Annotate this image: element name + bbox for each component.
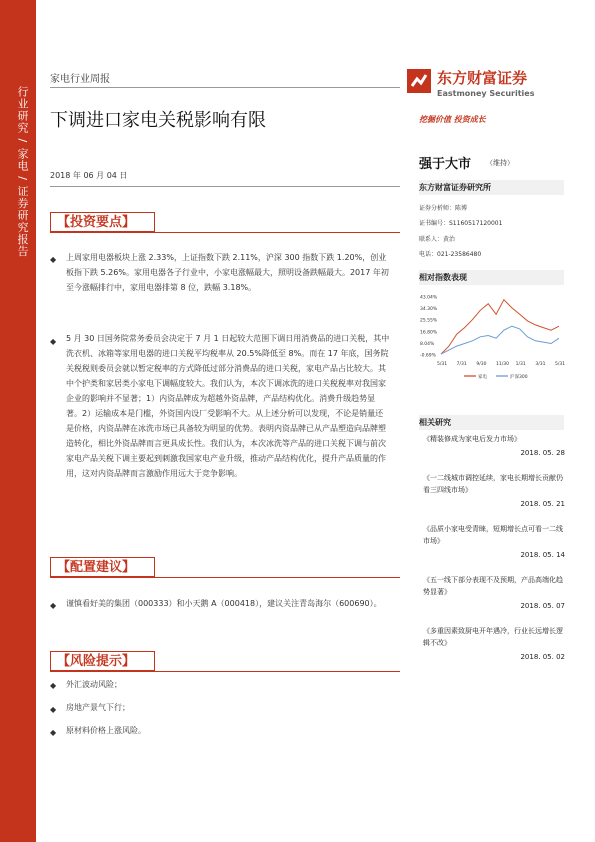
paragraph-weekly: 上周家用电器板块上涨 2.33%，上证指数下跌 2.11%，沪深 300 指数下跌 1.20%，创业板指下跌 5.26%。家用电器各子行业中，小家电涨幅最大，照明设备跌幅最大。2017 年初至今涨幅排行中，家用电器排第 8 位，跌幅 3.18%。 [66,253,389,292]
section-config-line [50,577,400,578]
related-report-date: 2018. 05. 02 [520,653,565,661]
sidebar [0,0,36,842]
related-report-link[interactable]: 《品质小家电受青睐，短期增长点可看一二线市场》 [423,525,563,545]
section-config: 【配置建议】 [50,557,155,577]
risk-item: 外汇波动风险； [66,680,122,689]
contact-label: 联系人：黄治 [419,236,456,243]
rating: 强于大市 [419,157,472,172]
legend-appliance: 家电 [478,375,487,380]
rating-sub: （维持） [486,159,514,167]
related-report-date: 2018. 05. 21 [520,500,565,508]
x-tick-label: 1/31 [515,362,526,367]
risk-item: 房地产景气下行； [66,703,130,712]
x-tick-label: 5/31 [555,362,566,367]
section-investment: 【投资要点】 [50,212,155,232]
logo-english: Eastmoney Securities [437,89,535,98]
y-tick-label: 8.04% [420,341,435,347]
series-line [441,326,559,354]
performance-heading: 相对指数表现 [419,270,564,285]
bullet-icon: ◆ [50,681,57,690]
phone-label: 电话：021-23586480 [419,251,482,258]
related-heading: 相关研究 [419,415,564,430]
logo-mark-icon [405,67,433,95]
legend-hs300: 沪深300 [510,375,528,380]
date-divider [50,186,400,187]
paragraph-tariff: 5 月 30 日国务院常务委员会决定于 7 月 1 日起较大范围下调日用消费品的进口关税，其中洗衣机、冰箱等家用电器的进口关税平均税率从 20.5%降低至 8%。而在 17 年底，国务院关税税则委员会就以暂定税率的方式降低过部分消费品的进口关税，家电产品占比较大。其中个护类和家居类小家电下调幅度较大。我们认为，本次下调冰洗的进口关税税率对我国家企业的影响并不显著；1）内资品牌成为超越外资品牌，产品结构优化。消费升级趋势显著。2）运输成本是门槛，外资国内设厂受影响不大。从上述分析可以发现，不论是销量还是价格，内资品牌在冰洗市场已具备较为明显的优势。表明内资品牌已从产品塑造向品牌塑造转化，相比外资品牌而言更具成长性。我们认为，本次冰洗等产品的进口关税下调与前次家电产品关税下调主要起到刺激我国家电产业升级，推动产品结构优化，提升产品质量的作用，这对内资品牌而言激励作用远大于竞争影响。 [66,334,390,478]
logo-chinese: 东方财富证券 [437,69,528,87]
related-report-link[interactable]: 《五一线下部分表现不及预期，产品高端化趋势显著》 [423,576,563,596]
bullet-icon: ◆ [50,728,57,737]
category-label: 家电行业周报 [50,74,110,85]
header-divider [50,87,400,88]
cert-label: 证书编号：S1160517120001 [419,220,503,227]
section-investment-line [50,232,400,233]
performance-chart [419,293,564,389]
company-logo [405,65,555,110]
bullet-icon: ◆ [50,601,57,610]
x-tick-label: 9/30 [476,362,487,367]
y-tick-label: -0.69% [420,353,436,359]
section-risk-line [50,671,400,672]
paragraph-config: 谨慎看好美的集团（000333）和小天鹅 A（000418），建议关注青岛海尔（600690）。 [66,599,382,608]
y-tick-label: 16.80% [420,330,438,336]
y-tick-label: 43.04% [420,295,438,301]
bullet-icon: ◆ [50,255,57,264]
bullet-icon: ◆ [50,337,57,346]
analyst-label: 证券分析师：陈博 [419,205,468,212]
x-tick-label: 11/30 [496,362,509,367]
related-report-date: 2018. 05. 07 [520,602,565,610]
x-tick-label: 3/31 [535,362,546,367]
related-report-link[interactable]: 《精装修成为家电后发力市场》 [423,435,521,443]
x-tick-label: 5/31 [437,362,448,367]
bullet-icon: ◆ [50,705,57,714]
related-report-date: 2018. 05. 14 [520,551,565,559]
slogan: 挖掘价值 投资成长 [419,115,486,124]
section-risk: 【风险提示】 [50,651,155,671]
report-date: 2018 年 06 月 04 日 [50,171,128,180]
related-report-link[interactable]: 《一二线城市调控延续，家电长期增长贡献仍看三四线市场》 [423,474,563,494]
risk-item: 原材料价格上涨风险。 [66,726,146,735]
page-title: 下调进口家电关税影响有限 [50,110,266,131]
related-report-date: 2018. 05. 28 [520,449,565,457]
y-tick-label: 25.55% [420,318,438,324]
related-report-link[interactable]: 《多重因素致厨电开年遇冷，行业长远增长逻辑不改》 [423,627,563,647]
sidebar-text: 行业研究 / 家电 / 证券研究报告 [16,86,29,258]
y-tick-label: 34.30% [420,307,438,313]
institute-heading: 东方财富证券研究所 [419,180,564,195]
x-tick-label: 7/31 [456,362,467,367]
